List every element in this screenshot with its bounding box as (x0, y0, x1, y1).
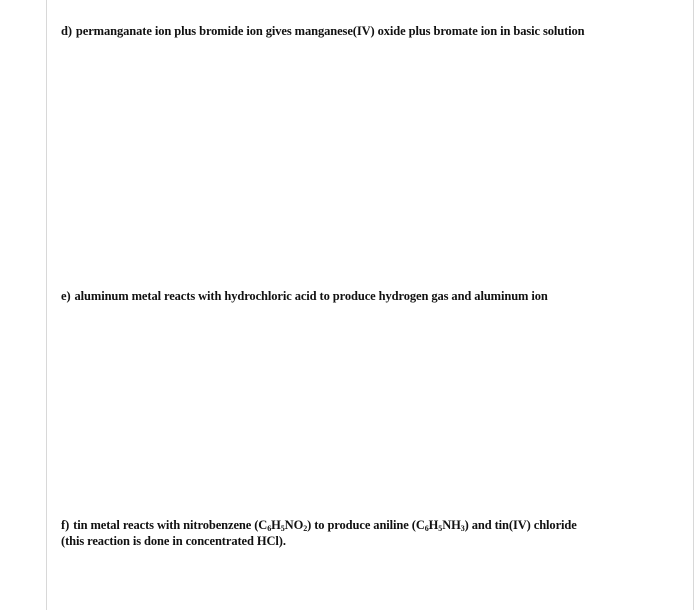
question-f-text-4: (this reaction is done in concentrated HCl). (61, 534, 286, 548)
question-d (61, 23, 641, 39)
page-right-edge (693, 0, 694, 610)
question-f-text-3: ) and tin(IV) chloride (464, 518, 577, 532)
question-f (61, 517, 641, 549)
question-f-label: f) (61, 518, 70, 532)
question-d-text: permanganate ion plus bromide ion gives manganese(IV) oxide plus bromate ion in basic solution (75, 24, 585, 38)
question-d-label: d) (61, 24, 72, 38)
question-f-text-2: ) to produce aniline ( (307, 518, 416, 532)
question-e-text: aluminum metal reacts with hydrochloric acid to produce hydrogen gas and aluminum ion (74, 289, 548, 303)
page-left-edge (46, 0, 47, 610)
question-f-text-1: tin metal reacts with nitrobenzene ( (73, 518, 259, 532)
question-e (61, 288, 641, 304)
aniline-formula: $C_6H_5NH_3$ (415, 518, 465, 533)
nitrobenzene-formula: $C_6H_5NO_2$ (258, 518, 308, 533)
question-e-label: e) (61, 289, 71, 303)
